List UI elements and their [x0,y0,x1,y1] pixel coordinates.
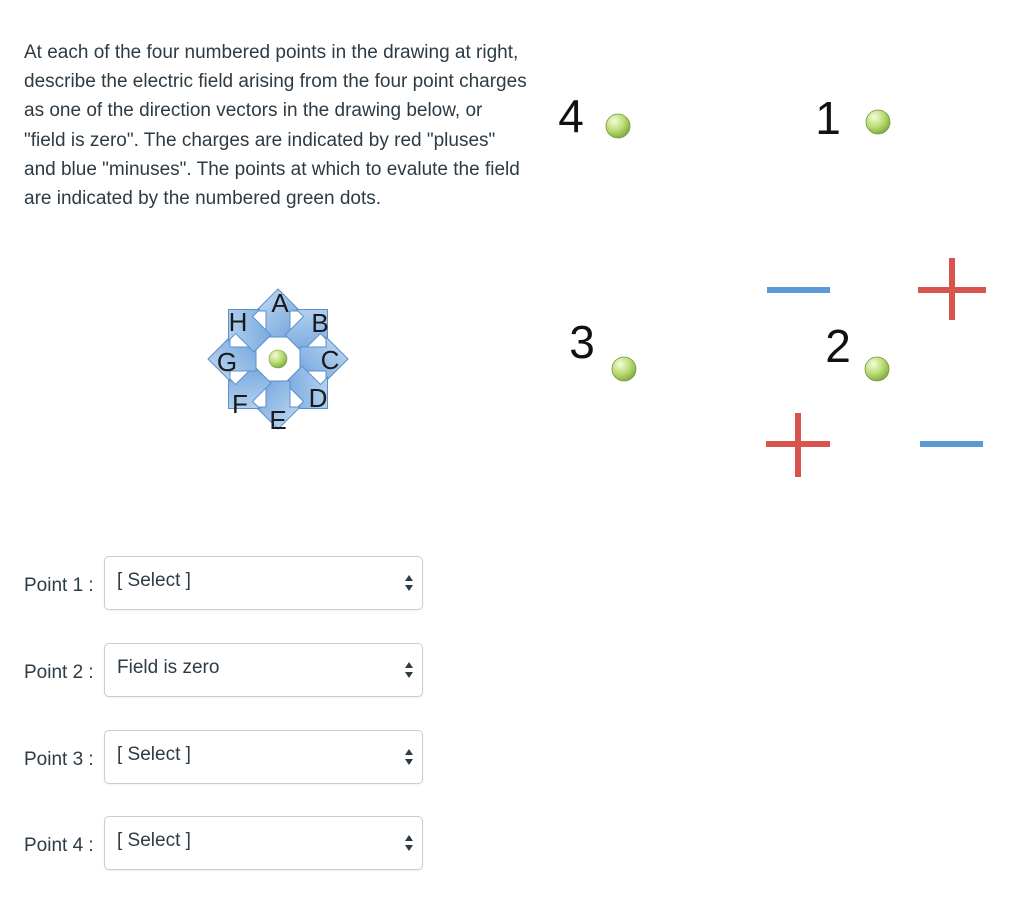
point-4-select[interactable] [104,816,423,870]
question-text: At each of the four numbered points in the drawing at right, describe the electric field arising from the four point charges as one of the direction vectors in the drawing below, or "field is zero". The charges are indicated by red "pluses" and blue "minuses". The points at which to evalute the field are indicated by the numbered green dots. [24,42,527,210]
compass-letter-f: F [232,389,248,419]
point-2-label: 2 [825,320,851,372]
point-4-label-text: Point 4 : [24,835,94,856]
point-1-label: 1 [815,92,841,144]
point-3-dot-icon [612,357,636,381]
direction-compass-diagram [180,258,376,466]
point-3-label: 3 [569,316,595,368]
point-1-label-text: Point 1 : [24,575,94,596]
point-1-select[interactable] [104,556,423,610]
charge-plus-top-right-icon [918,258,986,320]
compass-center-dot-icon [269,350,287,368]
charge-plus-bottom-left-icon [766,413,830,477]
point-3-select-value: [ Select ] [117,744,191,765]
compass-letter-g: G [216,347,238,377]
select-updown-arrow-icon [404,660,414,680]
compass-letter-h: H [228,307,248,337]
point-2-dot-icon [865,357,889,381]
point-3-select[interactable] [104,730,423,784]
point-2-select-value: Field is zero [117,657,220,678]
compass-letter-c: C [320,345,340,375]
point-1-dot-icon [866,110,890,134]
compass-letter-a: A [271,288,289,318]
select-updown-arrow-icon [404,747,414,767]
compass-letter-e: E [269,405,287,435]
compass-letter-b: B [311,308,329,338]
select-updown-arrow-icon [404,573,414,593]
point-4-select-value: [ Select ] [117,830,191,851]
point-1-select-value: [ Select ] [117,570,191,591]
select-updown-arrow-icon [404,833,414,853]
point-2-select[interactable] [104,643,423,697]
point-4-dot-icon [606,114,630,138]
point-2-label-text: Point 2 : [24,662,94,683]
charges-diagram [540,60,1020,500]
point-4-label: 4 [558,90,584,142]
point-3-label-text: Point 3 : [24,749,94,770]
compass-letter-d: D [308,383,328,413]
